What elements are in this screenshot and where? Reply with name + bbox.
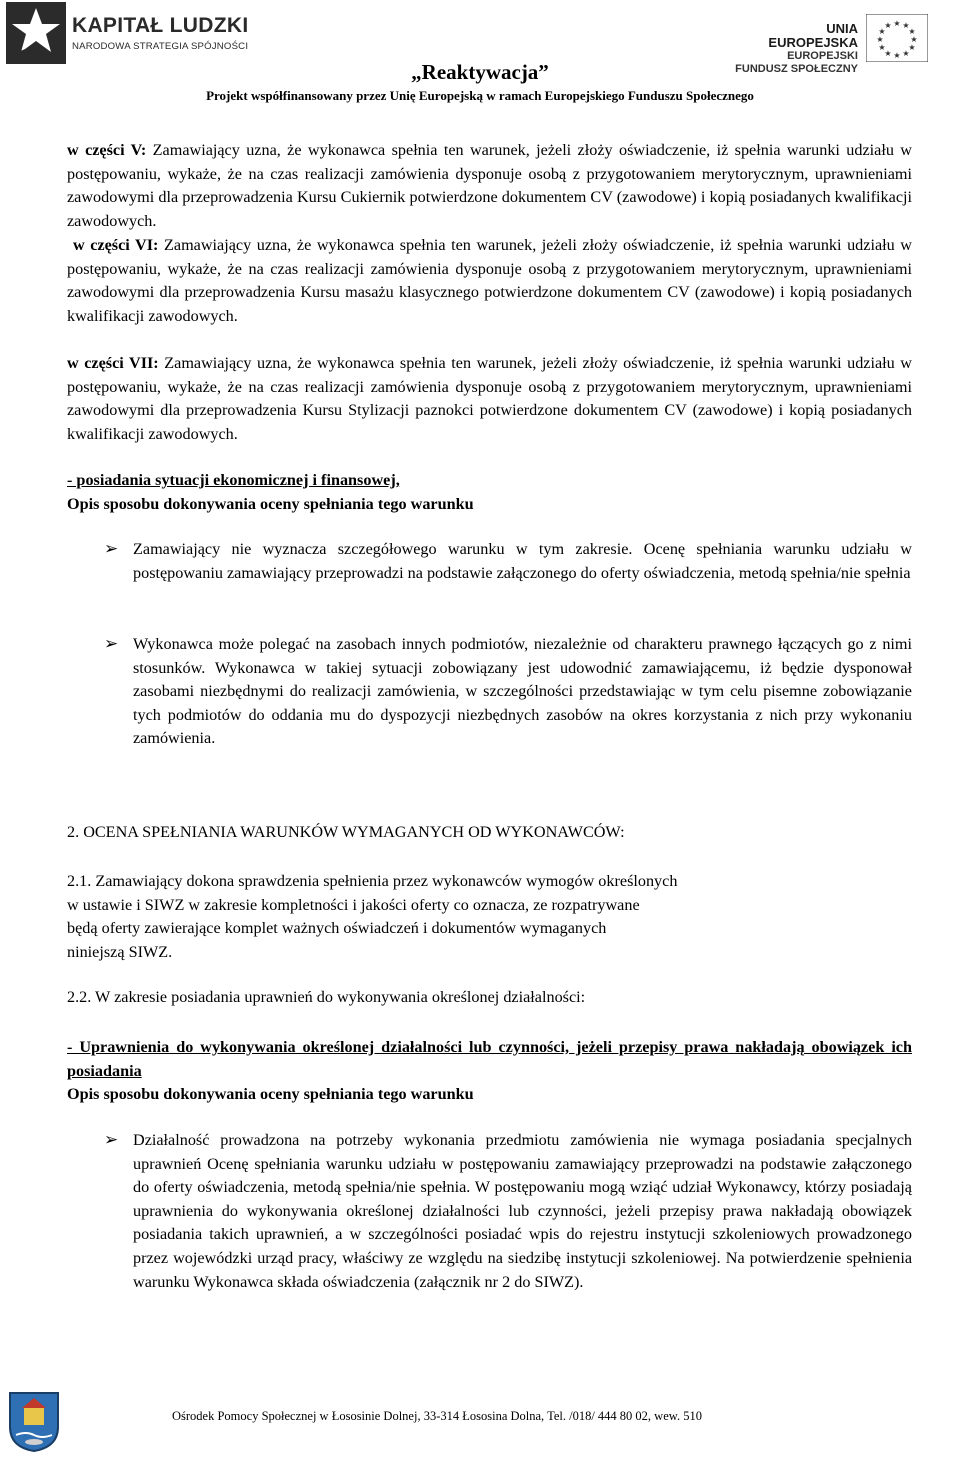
eu-label-line3: FUNDUSZ SPOŁECZNY [735, 63, 858, 75]
svg-text:★: ★ [893, 19, 901, 28]
svg-text:★: ★ [893, 51, 901, 60]
svg-text:★: ★ [902, 49, 910, 58]
project-subtitle: Projekt współfinansowany przez Unię Europejską w ramach Europejskiego Funduszu Społecznego [206, 88, 754, 103]
econ-heading-text: - posiadania sytuacji ekonomicznej i finansowej, [67, 471, 400, 489]
paragraph-2-1-line3: będą oferty zawierające komplet ważnych oświadczeń i dokumentów wymaganych [67, 919, 607, 938]
arrowhead-bullet-icon: ➢ [104, 634, 119, 654]
part-v-label: w części V: [67, 141, 147, 159]
svg-text:★: ★ [884, 21, 892, 30]
section-part-v [67, 139, 912, 233]
svg-text:★: ★ [902, 21, 910, 30]
econ-bullet-1: Zamawiający nie wyznacza szczegółowego warunku w tym zakresie. Ocenę spełniania warunku udziału w postępowaniu zamawiający przeprowadzi na podstawie załączonego do oferty oświadczenia, metodą spełnia/nie spełnia [133, 540, 912, 582]
eu-flag-icon [866, 14, 928, 62]
brand-title: KAPITAŁ LUDZKI [72, 14, 249, 37]
econ-heading [67, 469, 912, 493]
svg-text:★: ★ [878, 43, 886, 52]
gmina-coat-of-arms-icon [8, 1391, 60, 1453]
paragraph-2-1-line2: w ustawie i SIWZ w zakresie kompletności i jakości oferty co oznacza, ze rozpatrywane [67, 895, 640, 914]
assessment-heading: 2. OCENA SPEŁNIANIA WARUNKÓW WYMAGANYCH OD WYKONAWCÓW: [67, 823, 625, 841]
part-vi-text: Zamawiający uzna, że wykonawca spełnia ten warunek, jeżeli złoży oświadczenie, iż spełnia warunki udziału w postępowaniu, wykaże, że na czas realizacji zamówienia dysponuje osobą z przygotowaniem merytorycznym, uprawnieniami zawodowymi dla przeprowadzenia Kursu masażu klasycznego potwierdzone dokumentem CV (zawodowe) i kopią posiadanych kwalifikacji zawodowych. [67, 236, 912, 325]
svg-text:★: ★ [876, 35, 884, 44]
permissions-heading [67, 1036, 912, 1083]
part-v-text: Zamawiający uzna, że wykonawca spełnia ten warunek, jeżeli złoży oświadczenie, iż spełnia warunki udziału w postępowaniu, wykaże, że na czas realizacji zamówienia dysponuje osobą z przygotowaniem merytorycznym, uprawnieniami zawodowymi dla przeprowadzenia Kursu Cukiernik potwierdzone dokumentem CV (zawodowe) i kopią posiadanych kwalifikacji zawodowych. [67, 141, 913, 230]
section-part-vii [67, 352, 912, 446]
arrowhead-bullet-icon: ➢ [104, 539, 119, 559]
eu-label-line2: EUROPEJSKI [787, 50, 858, 62]
section-part-vi [67, 234, 912, 328]
svg-text:★: ★ [908, 27, 916, 36]
footer-address: Ośrodek Pomocy Społecznej w Łososinie Dolnej, 33-314 Łososina Dolna, Tel. /018/ 444 80 02, wew. 510 [172, 1409, 702, 1423]
project-title: „Reaktywacja” [411, 60, 549, 84]
part-vii-label: w części VII: [67, 354, 159, 372]
part-vi-label: w części VI: [73, 236, 159, 254]
econ-bullet-2: Wykonawca może polegać na zasobach innych podmiotów, niezależnie od charakteru prawnego łączących go z nimi stosunków. Wykonawca w takiej sytuacji zobowiązany jest udowodnić zamawiającemu, iż będzie dysponował zasobami niezbędnymi do realizacji zamówienia, w szczególności przedstawiając w tym celu pisemne zobowiązanie tych podmiotów do oddania mu do dyspozycji niezbędnych zasobów na okres korzystania z nich przy wykonaniu zamówienia. [133, 635, 912, 748]
econ-subheading: Opis sposobu dokonywania oceny spełniania tego warunku [67, 495, 474, 513]
permissions-subheading: Opis sposobu dokonywania oceny spełniania tego warunku [67, 1085, 474, 1103]
paragraph-2-2: 2.2. W zakresie posiadania uprawnień do wykonywania określonej działalności: [67, 988, 586, 1006]
permissions-heading-text: - Uprawnienia do wykonywania określonej działalności lub czynności, jeżeli przepisy prawa nakładają obowiązek ich posiadania [67, 1038, 912, 1080]
brand-subtitle: NARODOWA STRATEGIA SPÓJNOŚCI [72, 41, 249, 52]
paragraph-2-1 [67, 870, 912, 964]
part-vii-text: Zamawiający uzna, że wykonawca spełnia ten warunek, jeżeli złoży oświadczenie, iż spełnia warunki udziału w postępowaniu, wykaże, że na czas realizacji zamówienia dysponuje osobą z przygotowaniem merytorycznym, uprawnieniami zawodowymi dla przeprowadzenia Kursu Stylizacji paznokci potwierdzone dokumentem CV (zawodowe) i kopią posiadanych kwalifikacji zawodowych. [67, 354, 912, 443]
eu-label-line1: UNIA EUROPEJSKA [768, 21, 858, 50]
svg-text:★: ★ [910, 35, 918, 44]
svg-text:★: ★ [908, 43, 916, 52]
svg-text:★: ★ [878, 27, 886, 36]
paragraph-2-1-line1: 2.1. Zamawiający dokona sprawdzenia spełnienia przez wykonawców wymogów określonych [67, 872, 678, 890]
permissions-bullet: Działalność prowadzona na potrzeby wykonania przedmiotu zamówienia nie wymaga posiadania specjalnych uprawnień Ocenę spełniania warunku udziału w postępowaniu zamawiający przeprowadzi na podstawie załączonego do oferty oświadczenia, metodą spełnia/nie spełnia. W postępowaniu mogą wziąć udział Wykonawcy, którzy posiadają uprawnienia do wykonywania określonej działalności lub czynności, jeżeli przepisy prawa nakładają obowiązek posiadania takich uprawnień, a w szczególności posiadać wpis do rejestru instytucji szkoleniowych prowadzonego przez wojewódzki urząd pracy, właściwy ze względu na siedzibę instytucji szkoleniowej. Na potwierdzenie spełnienia warunku Wykonawca składa oświadczenia (załącznik nr 2 do SIWZ). [133, 1131, 912, 1291]
paragraph-2-1-line4: niniejszą SIWZ. [67, 942, 173, 961]
kapital-ludzki-logo-icon [6, 2, 66, 64]
arrowhead-bullet-icon: ➢ [104, 1130, 119, 1150]
svg-text:★: ★ [884, 49, 892, 58]
